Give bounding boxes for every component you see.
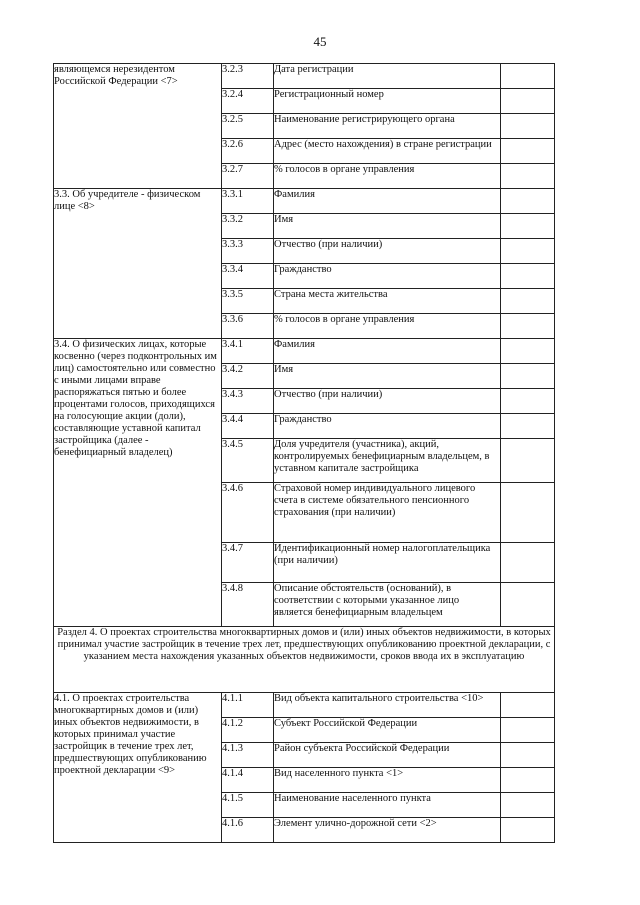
row-label: % голосов в органе управления	[274, 314, 501, 339]
row-code: 3.3.3	[222, 239, 274, 264]
value-field[interactable]	[501, 239, 555, 264]
row-code: 4.1.6	[222, 818, 274, 843]
value-field[interactable]	[501, 793, 555, 818]
row-code: 3.2.6	[222, 139, 274, 164]
value-field[interactable]	[501, 289, 555, 314]
value-field[interactable]	[501, 264, 555, 289]
row-code: 3.2.4	[222, 89, 274, 114]
row-label: Наименование регистрирующего органа	[274, 114, 501, 139]
row-label: Отчество (при наличии)	[274, 389, 501, 414]
section-heading-row	[54, 627, 555, 693]
value-field[interactable]	[501, 189, 555, 214]
row-code: 3.4.1	[222, 339, 274, 364]
section-4-1-label: 4.1. О проектах строительства многоквартирных домов и (или) иных объектов недвижимости, в которых принимал участие застройщик в течение трех лет, предшествующих опубликованию проектной декларации <9>	[54, 693, 222, 843]
section-3-4-label: 3.4. О физических лицах, которые косвенно (через подконтрольных им лиц) самостоятельно или совместно с иными лицами вправе распоряжаться пятью и более процентами голосов, приходящихся на голосующие акции (доли), составляющие уставной капитал застройщика (далее - бенефициарный владелец)	[54, 339, 222, 627]
row-label: % голосов в органе управления	[274, 164, 501, 189]
declaration-form-table	[53, 63, 555, 843]
row-label: Регистрационный номер	[274, 89, 501, 114]
row-label: Дата регистрации	[274, 64, 501, 89]
row-label: Имя	[274, 214, 501, 239]
row-label: Доля учредителя (участника), акций, контролируемых бенефициарным владельцем, в уставном капитале застройщика	[274, 439, 501, 483]
row-label: Субъект Российской Федерации	[274, 718, 501, 743]
row-code: 4.1.3	[222, 743, 274, 768]
row-code: 3.2.5	[222, 114, 274, 139]
razdel-4-heading: Раздел 4. О проектах строительства многоквартирных домов и (или) иных объектов недвижимости, в которых принимал участие застройщик в течение трех лет, предшествующих опубликованию проектной декларации, с указанием места нахождения указанных объектов недвижимости, сроков ввода их в эксплуатацию	[54, 627, 555, 693]
row-code: 3.4.5	[222, 439, 274, 483]
value-field[interactable]	[501, 164, 555, 189]
row-code: 4.1.2	[222, 718, 274, 743]
value-field[interactable]	[501, 314, 555, 339]
section-3-3-label: 3.3. Об учредителе - физическом лице <8>	[54, 189, 222, 339]
row-label: Имя	[274, 364, 501, 389]
row-code: 3.3.5	[222, 289, 274, 314]
table-row	[54, 339, 555, 364]
value-field[interactable]	[501, 743, 555, 768]
row-label: Гражданство	[274, 414, 501, 439]
row-label: Гражданство	[274, 264, 501, 289]
row-code: 3.2.3	[222, 64, 274, 89]
row-label: Вид населенного пункта <1>	[274, 768, 501, 793]
row-label: Идентификационный номер налогоплательщика (при наличии)	[274, 543, 501, 583]
table-row	[54, 693, 555, 718]
row-label: Адрес (место нахождения) в стране регистрации	[274, 139, 501, 164]
value-field[interactable]	[501, 414, 555, 439]
table-row	[54, 189, 555, 214]
row-code: 3.3.4	[222, 264, 274, 289]
value-field[interactable]	[501, 364, 555, 389]
value-field[interactable]	[501, 89, 555, 114]
table-row	[54, 64, 555, 89]
value-field[interactable]	[501, 439, 555, 483]
value-field[interactable]	[501, 214, 555, 239]
row-label: Район субъекта Российской Федерации	[274, 743, 501, 768]
row-label: Отчество (при наличии)	[274, 239, 501, 264]
row-code: 3.4.4	[222, 414, 274, 439]
value-field[interactable]	[501, 389, 555, 414]
row-code: 3.2.7	[222, 164, 274, 189]
row-code: 3.4.8	[222, 583, 274, 627]
row-label: Наименование населенного пункта	[274, 793, 501, 818]
value-field[interactable]	[501, 339, 555, 364]
row-label: Фамилия	[274, 339, 501, 364]
row-code: 4.1.5	[222, 793, 274, 818]
value-field[interactable]	[501, 718, 555, 743]
value-field[interactable]	[501, 543, 555, 583]
value-field[interactable]	[501, 483, 555, 543]
value-field[interactable]	[501, 818, 555, 843]
row-code: 3.4.6	[222, 483, 274, 543]
row-label: Фамилия	[274, 189, 501, 214]
row-code: 4.1.1	[222, 693, 274, 718]
row-label: Элемент улично-дорожной сети <2>	[274, 818, 501, 843]
row-code: 3.3.2	[222, 214, 274, 239]
row-code: 3.3.6	[222, 314, 274, 339]
row-code: 3.3.1	[222, 189, 274, 214]
row-code: 4.1.4	[222, 768, 274, 793]
value-field[interactable]	[501, 139, 555, 164]
row-code: 3.4.7	[222, 543, 274, 583]
value-field[interactable]	[501, 583, 555, 627]
row-label: Страховой номер индивидуального лицевого счета в системе обязательного пенсионного страхования (при наличии)	[274, 483, 501, 543]
row-code: 3.4.3	[222, 389, 274, 414]
value-field[interactable]	[501, 64, 555, 89]
row-code: 3.4.2	[222, 364, 274, 389]
value-field[interactable]	[501, 693, 555, 718]
row-label: Описание обстоятельств (оснований), в соответствии с которыми указанное лицо является бенефициарным владельцем	[274, 583, 501, 627]
value-field[interactable]	[501, 114, 555, 139]
value-field[interactable]	[501, 768, 555, 793]
row-label: Страна места жительства	[274, 289, 501, 314]
row-label: Вид объекта капитального строительства <10>	[274, 693, 501, 718]
section-3-2-label: являющемся нерезидентом Российской Федерации <7>	[54, 64, 222, 189]
page-number: 45	[313, 34, 327, 49]
